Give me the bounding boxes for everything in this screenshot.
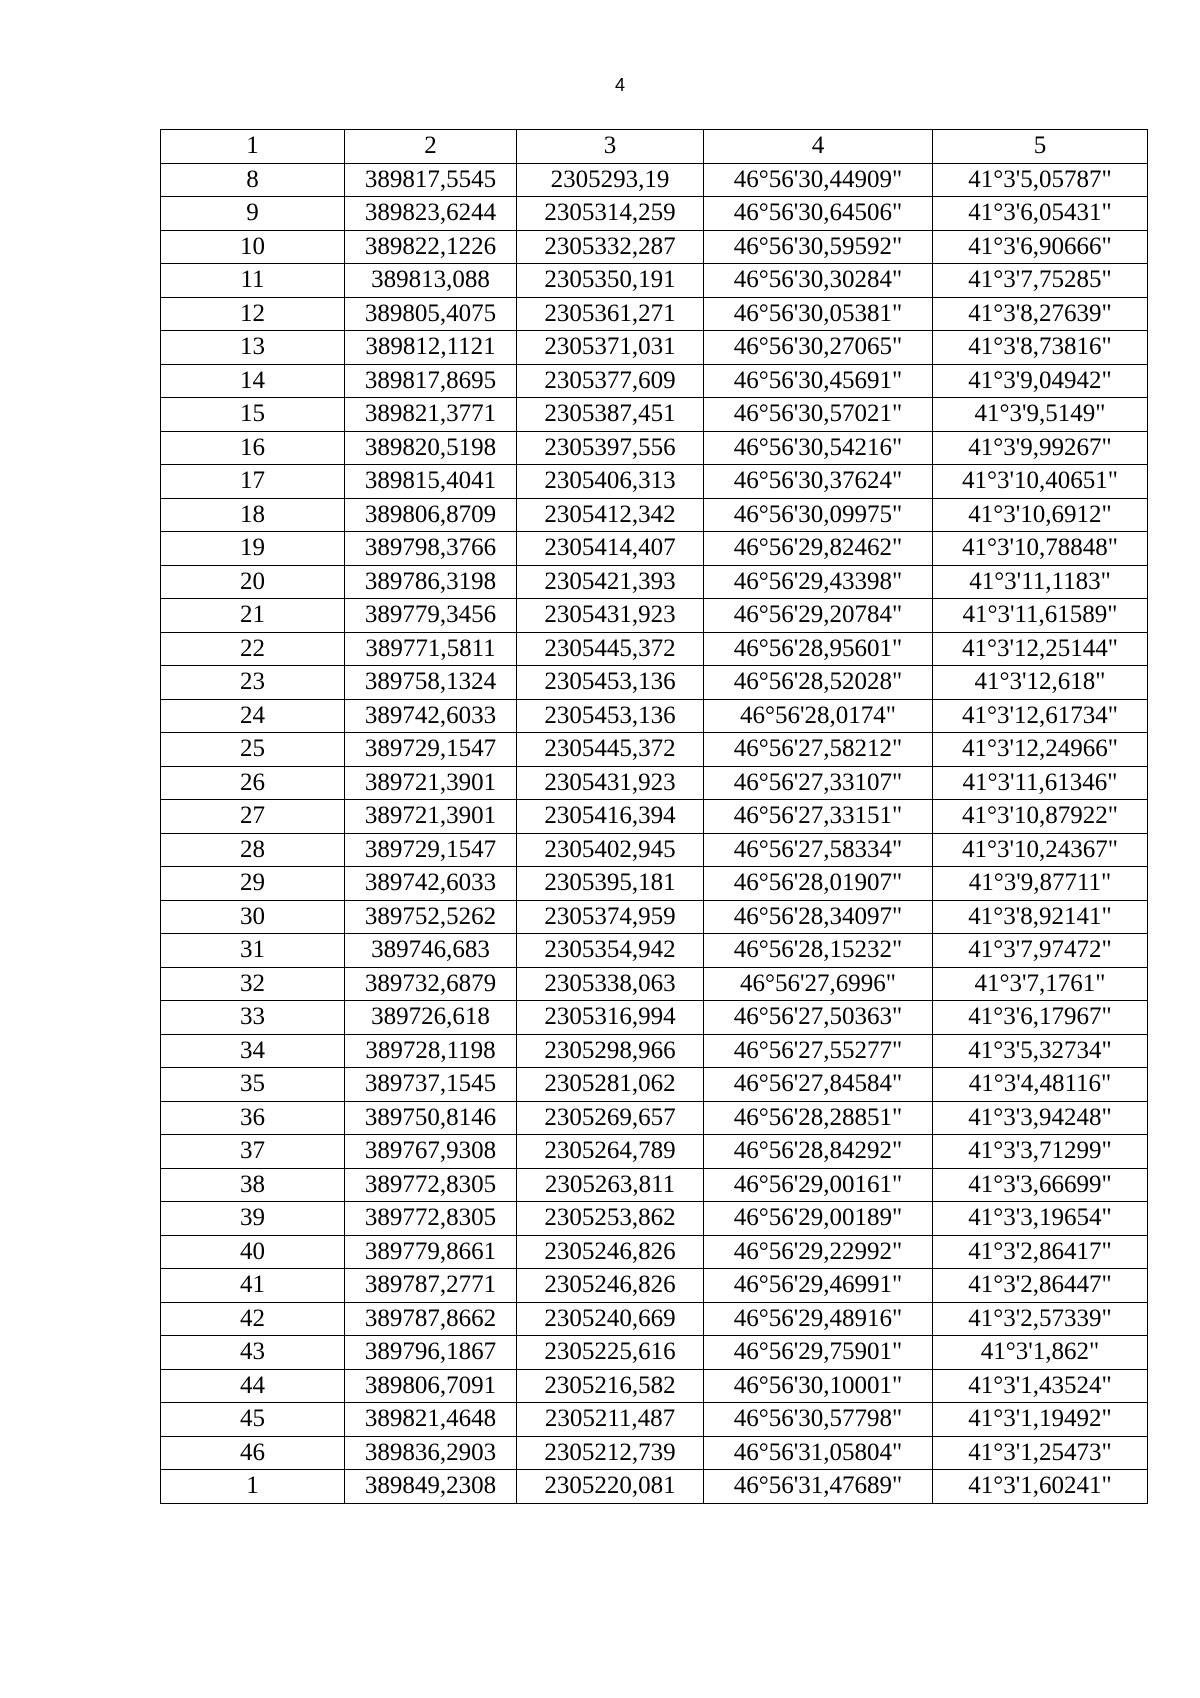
x-coordinate-cell: 389746,683: [345, 934, 517, 968]
longitude-cell: 41°3'10,40651": [933, 465, 1148, 499]
x-coordinate-cell: 389772,8305: [345, 1202, 517, 1236]
longitude-cell: 41°3'8,27639": [933, 297, 1148, 331]
longitude-cell: 41°3'7,75285": [933, 264, 1148, 298]
y-coordinate-cell: 2305253,862: [517, 1202, 704, 1236]
latitude-cell: 46°56'30,27065": [704, 331, 933, 365]
latitude-cell: 46°56'29,00189": [704, 1202, 933, 1236]
x-coordinate-cell: 389767,9308: [345, 1135, 517, 1169]
longitude-cell: 41°3'2,86417": [933, 1235, 1148, 1269]
longitude-cell: 41°3'12,61734": [933, 699, 1148, 733]
latitude-cell: 46°56'28,28851": [704, 1101, 933, 1135]
y-coordinate-cell: 2305332,287: [517, 230, 704, 264]
y-coordinate-cell: 2305338,063: [517, 967, 704, 1001]
latitude-cell: 46°56'27,84584": [704, 1068, 933, 1102]
longitude-cell: 41°3'3,71299": [933, 1135, 1148, 1169]
x-coordinate-cell: 389821,3771: [345, 398, 517, 432]
point-number-cell: 37: [161, 1135, 345, 1169]
latitude-cell: 46°56'27,58212": [704, 733, 933, 767]
point-number-cell: 38: [161, 1168, 345, 1202]
table-row: [161, 431, 1148, 465]
point-number-cell: 24: [161, 699, 345, 733]
point-number-cell: 1: [161, 1470, 345, 1504]
longitude-cell: 41°3'9,5149": [933, 398, 1148, 432]
point-number-cell: 23: [161, 666, 345, 700]
longitude-cell: 41°3'10,24367": [933, 833, 1148, 867]
y-coordinate-cell: 2305246,826: [517, 1269, 704, 1303]
longitude-cell: 41°3'6,17967": [933, 1001, 1148, 1035]
x-coordinate-cell: 389732,6879: [345, 967, 517, 1001]
point-number-cell: 17: [161, 465, 345, 499]
y-coordinate-cell: 2305412,342: [517, 498, 704, 532]
longitude-cell: 41°3'11,1183": [933, 565, 1148, 599]
longitude-cell: 41°3'1,43524": [933, 1369, 1148, 1403]
y-coordinate-cell: 2305374,959: [517, 900, 704, 934]
x-coordinate-cell: 389823,6244: [345, 197, 517, 231]
table-row: [161, 934, 1148, 968]
point-number-cell: 31: [161, 934, 345, 968]
latitude-cell: 46°56'30,59592": [704, 230, 933, 264]
y-coordinate-cell: 2305281,062: [517, 1068, 704, 1102]
table-row: [161, 163, 1148, 197]
longitude-cell: 41°3'2,86447": [933, 1269, 1148, 1303]
table-row: [161, 599, 1148, 633]
y-coordinate-cell: 2305220,081: [517, 1470, 704, 1504]
y-coordinate-cell: 2305246,826: [517, 1235, 704, 1269]
y-coordinate-cell: 2305395,181: [517, 867, 704, 901]
point-number-cell: 30: [161, 900, 345, 934]
point-number-cell: 43: [161, 1336, 345, 1370]
x-coordinate-cell: 389806,8709: [345, 498, 517, 532]
y-coordinate-cell: 2305414,407: [517, 532, 704, 566]
longitude-cell: 41°3'6,05431": [933, 197, 1148, 231]
table-row: [161, 498, 1148, 532]
y-coordinate-cell: 2305371,031: [517, 331, 704, 365]
table-row: [161, 1369, 1148, 1403]
table-row: [161, 766, 1148, 800]
table-row: [161, 699, 1148, 733]
latitude-cell: 46°56'29,00161": [704, 1168, 933, 1202]
longitude-cell: 41°3'7,97472": [933, 934, 1148, 968]
latitude-cell: 46°56'27,55277": [704, 1034, 933, 1068]
table-row: [161, 398, 1148, 432]
y-coordinate-cell: 2305240,669: [517, 1302, 704, 1336]
y-coordinate-cell: 2305316,994: [517, 1001, 704, 1035]
longitude-cell: 41°3'1,862": [933, 1336, 1148, 1370]
table-row: [161, 465, 1148, 499]
y-coordinate-cell: 2305431,923: [517, 599, 704, 633]
coordinates-table-body: [161, 130, 1148, 1504]
point-number-cell: 13: [161, 331, 345, 365]
latitude-cell: 46°56'30,64506": [704, 197, 933, 231]
point-number-cell: 25: [161, 733, 345, 767]
latitude-cell: 46°56'29,22992": [704, 1235, 933, 1269]
latitude-cell: 46°56'30,30284": [704, 264, 933, 298]
longitude-cell: 41°3'2,57339": [933, 1302, 1148, 1336]
latitude-cell: 46°56'28,84292": [704, 1135, 933, 1169]
latitude-cell: 46°56'28,01907": [704, 867, 933, 901]
point-number-cell: 29: [161, 867, 345, 901]
table-row: [161, 565, 1148, 599]
point-number-cell: 20: [161, 565, 345, 599]
column-header: 1: [161, 130, 345, 164]
longitude-cell: 41°3'1,25473": [933, 1436, 1148, 1470]
point-number-cell: 11: [161, 264, 345, 298]
latitude-cell: 46°56'30,09975": [704, 498, 933, 532]
y-coordinate-cell: 2305263,811: [517, 1168, 704, 1202]
latitude-cell: 46°56'27,58334": [704, 833, 933, 867]
x-coordinate-cell: 389796,1867: [345, 1336, 517, 1370]
x-coordinate-cell: 389742,6033: [345, 699, 517, 733]
y-coordinate-cell: 2305354,942: [517, 934, 704, 968]
table-row: [161, 733, 1148, 767]
point-number-cell: 16: [161, 431, 345, 465]
point-number-cell: 44: [161, 1369, 345, 1403]
point-number-cell: 12: [161, 297, 345, 331]
point-number-cell: 14: [161, 364, 345, 398]
x-coordinate-cell: 389729,1547: [345, 733, 517, 767]
y-coordinate-cell: 2305416,394: [517, 800, 704, 834]
latitude-cell: 46°56'28,95601": [704, 632, 933, 666]
longitude-cell: 41°3'12,618": [933, 666, 1148, 700]
latitude-cell: 46°56'29,43398": [704, 565, 933, 599]
longitude-cell: 41°3'5,05787": [933, 163, 1148, 197]
x-coordinate-cell: 389728,1198: [345, 1034, 517, 1068]
x-coordinate-cell: 389787,2771: [345, 1269, 517, 1303]
x-coordinate-cell: 389737,1545: [345, 1068, 517, 1102]
longitude-cell: 41°3'11,61589": [933, 599, 1148, 633]
latitude-cell: 46°56'30,54216": [704, 431, 933, 465]
point-number-cell: 26: [161, 766, 345, 800]
point-number-cell: 19: [161, 532, 345, 566]
y-coordinate-cell: 2305453,136: [517, 699, 704, 733]
page-number: 4: [614, 75, 625, 95]
y-coordinate-cell: 2305211,487: [517, 1403, 704, 1437]
latitude-cell: 46°56'30,57021": [704, 398, 933, 432]
point-number-cell: 15: [161, 398, 345, 432]
table-row: [161, 1470, 1148, 1504]
x-coordinate-cell: 389817,8695: [345, 364, 517, 398]
point-number-cell: 46: [161, 1436, 345, 1470]
table-row: [161, 1168, 1148, 1202]
y-coordinate-cell: 2305225,616: [517, 1336, 704, 1370]
longitude-cell: 41°3'10,6912": [933, 498, 1148, 532]
table-row: [161, 1202, 1148, 1236]
longitude-cell: 41°3'8,73816": [933, 331, 1148, 365]
point-number-cell: 32: [161, 967, 345, 1001]
x-coordinate-cell: 389806,7091: [345, 1369, 517, 1403]
point-number-cell: 21: [161, 599, 345, 633]
point-number-cell: 33: [161, 1001, 345, 1035]
table-row: [161, 197, 1148, 231]
longitude-cell: 41°3'3,94248": [933, 1101, 1148, 1135]
y-coordinate-cell: 2305350,191: [517, 264, 704, 298]
point-number-cell: 27: [161, 800, 345, 834]
x-coordinate-cell: 389849,2308: [345, 1470, 517, 1504]
column-header: 5: [933, 130, 1148, 164]
table-row: [161, 264, 1148, 298]
latitude-cell: 46°56'30,10001": [704, 1369, 933, 1403]
table-row: [161, 800, 1148, 834]
x-coordinate-cell: 389813,088: [345, 264, 517, 298]
table-row: [161, 532, 1148, 566]
point-number-cell: 39: [161, 1202, 345, 1236]
point-number-cell: 9: [161, 197, 345, 231]
latitude-cell: 46°56'30,05381": [704, 297, 933, 331]
y-coordinate-cell: 2305269,657: [517, 1101, 704, 1135]
x-coordinate-cell: 389721,3901: [345, 800, 517, 834]
table-row: [161, 632, 1148, 666]
x-coordinate-cell: 389758,1324: [345, 666, 517, 700]
x-coordinate-cell: 389787,8662: [345, 1302, 517, 1336]
table-header-row: [161, 130, 1148, 164]
y-coordinate-cell: 2305397,556: [517, 431, 704, 465]
y-coordinate-cell: 2305212,739: [517, 1436, 704, 1470]
table-row: [161, 1403, 1148, 1437]
longitude-cell: 41°3'3,19654": [933, 1202, 1148, 1236]
table-row: [161, 666, 1148, 700]
latitude-cell: 46°56'29,48916": [704, 1302, 933, 1336]
table-row: [161, 230, 1148, 264]
y-coordinate-cell: 2305298,966: [517, 1034, 704, 1068]
latitude-cell: 46°56'30,57798": [704, 1403, 933, 1437]
y-coordinate-cell: 2305445,372: [517, 733, 704, 767]
table-row: [161, 1001, 1148, 1035]
table-row: [161, 1336, 1148, 1370]
x-coordinate-cell: 389812,1121: [345, 331, 517, 365]
x-coordinate-cell: 389820,5198: [345, 431, 517, 465]
latitude-cell: 46°56'29,82462": [704, 532, 933, 566]
latitude-cell: 46°56'31,05804": [704, 1436, 933, 1470]
x-coordinate-cell: 389817,5545: [345, 163, 517, 197]
longitude-cell: 41°3'1,60241": [933, 1470, 1148, 1504]
x-coordinate-cell: 389742,6033: [345, 867, 517, 901]
x-coordinate-cell: 389779,3456: [345, 599, 517, 633]
y-coordinate-cell: 2305421,393: [517, 565, 704, 599]
x-coordinate-cell: 389798,3766: [345, 532, 517, 566]
latitude-cell: 46°56'30,37624": [704, 465, 933, 499]
point-number-cell: 18: [161, 498, 345, 532]
point-number-cell: 35: [161, 1068, 345, 1102]
longitude-cell: 41°3'7,1761": [933, 967, 1148, 1001]
longitude-cell: 41°3'12,24966": [933, 733, 1148, 767]
latitude-cell: 46°56'28,34097": [704, 900, 933, 934]
x-coordinate-cell: 389836,2903: [345, 1436, 517, 1470]
y-coordinate-cell: 2305293,19: [517, 163, 704, 197]
y-coordinate-cell: 2305377,609: [517, 364, 704, 398]
table-row: [161, 1101, 1148, 1135]
latitude-cell: 46°56'27,33151": [704, 800, 933, 834]
y-coordinate-cell: 2305402,945: [517, 833, 704, 867]
x-coordinate-cell: 389752,5262: [345, 900, 517, 934]
point-number-cell: 34: [161, 1034, 345, 1068]
x-coordinate-cell: 389750,8146: [345, 1101, 517, 1135]
point-number-cell: 41: [161, 1269, 345, 1303]
coordinates-table: [160, 129, 1148, 1504]
table-row: [161, 297, 1148, 331]
latitude-cell: 46°56'30,44909": [704, 163, 933, 197]
y-coordinate-cell: 2305453,136: [517, 666, 704, 700]
longitude-cell: 41°3'9,04942": [933, 364, 1148, 398]
y-coordinate-cell: 2305216,582: [517, 1369, 704, 1403]
latitude-cell: 46°56'28,52028": [704, 666, 933, 700]
point-number-cell: 10: [161, 230, 345, 264]
latitude-cell: 46°56'27,6996": [704, 967, 933, 1001]
table-row: [161, 867, 1148, 901]
longitude-cell: 41°3'9,99267": [933, 431, 1148, 465]
longitude-cell: 41°3'3,66699": [933, 1168, 1148, 1202]
longitude-cell: 41°3'10,87922": [933, 800, 1148, 834]
point-number-cell: 28: [161, 833, 345, 867]
point-number-cell: 22: [161, 632, 345, 666]
latitude-cell: 46°56'29,20784": [704, 599, 933, 633]
latitude-cell: 46°56'28,0174": [704, 699, 933, 733]
table-row: [161, 1068, 1148, 1102]
table-row: [161, 1269, 1148, 1303]
y-coordinate-cell: 2305314,259: [517, 197, 704, 231]
point-number-cell: 45: [161, 1403, 345, 1437]
table-row: [161, 1034, 1148, 1068]
x-coordinate-cell: 389729,1547: [345, 833, 517, 867]
table-row: [161, 833, 1148, 867]
longitude-cell: 41°3'5,32734": [933, 1034, 1148, 1068]
latitude-cell: 46°56'29,46991": [704, 1269, 933, 1303]
latitude-cell: 46°56'30,45691": [704, 364, 933, 398]
table-row: [161, 1302, 1148, 1336]
longitude-cell: 41°3'8,92141": [933, 900, 1148, 934]
x-coordinate-cell: 389726,618: [345, 1001, 517, 1035]
latitude-cell: 46°56'27,50363": [704, 1001, 933, 1035]
latitude-cell: 46°56'27,33107": [704, 766, 933, 800]
y-coordinate-cell: 2305264,789: [517, 1135, 704, 1169]
y-coordinate-cell: 2305406,313: [517, 465, 704, 499]
table-row: [161, 364, 1148, 398]
x-coordinate-cell: 389721,3901: [345, 766, 517, 800]
longitude-cell: 41°3'1,19492": [933, 1403, 1148, 1437]
column-header: 3: [517, 130, 704, 164]
x-coordinate-cell: 389815,4041: [345, 465, 517, 499]
longitude-cell: 41°3'12,25144": [933, 632, 1148, 666]
x-coordinate-cell: 389772,8305: [345, 1168, 517, 1202]
y-coordinate-cell: 2305387,451: [517, 398, 704, 432]
point-number-cell: 36: [161, 1101, 345, 1135]
table-row: [161, 1135, 1148, 1169]
x-coordinate-cell: 389805,4075: [345, 297, 517, 331]
latitude-cell: 46°56'31,47689": [704, 1470, 933, 1504]
point-number-cell: 40: [161, 1235, 345, 1269]
longitude-cell: 41°3'10,78848": [933, 532, 1148, 566]
table-row: [161, 331, 1148, 365]
y-coordinate-cell: 2305445,372: [517, 632, 704, 666]
latitude-cell: 46°56'29,75901": [704, 1336, 933, 1370]
table-row: [161, 967, 1148, 1001]
point-number-cell: 42: [161, 1302, 345, 1336]
longitude-cell: 41°3'4,48116": [933, 1068, 1148, 1102]
point-number-cell: 8: [161, 163, 345, 197]
column-header: 2: [345, 130, 517, 164]
longitude-cell: 41°3'6,90666": [933, 230, 1148, 264]
latitude-cell: 46°56'28,15232": [704, 934, 933, 968]
table-row: [161, 900, 1148, 934]
x-coordinate-cell: 389779,8661: [345, 1235, 517, 1269]
table-row: [161, 1235, 1148, 1269]
x-coordinate-cell: 389786,3198: [345, 565, 517, 599]
table-row: [161, 1436, 1148, 1470]
x-coordinate-cell: 389821,4648: [345, 1403, 517, 1437]
x-coordinate-cell: 389822,1226: [345, 230, 517, 264]
column-header: 4: [704, 130, 933, 164]
longitude-cell: 41°3'11,61346": [933, 766, 1148, 800]
longitude-cell: 41°3'9,87711": [933, 867, 1148, 901]
y-coordinate-cell: 2305431,923: [517, 766, 704, 800]
y-coordinate-cell: 2305361,271: [517, 297, 704, 331]
x-coordinate-cell: 389771,5811: [345, 632, 517, 666]
